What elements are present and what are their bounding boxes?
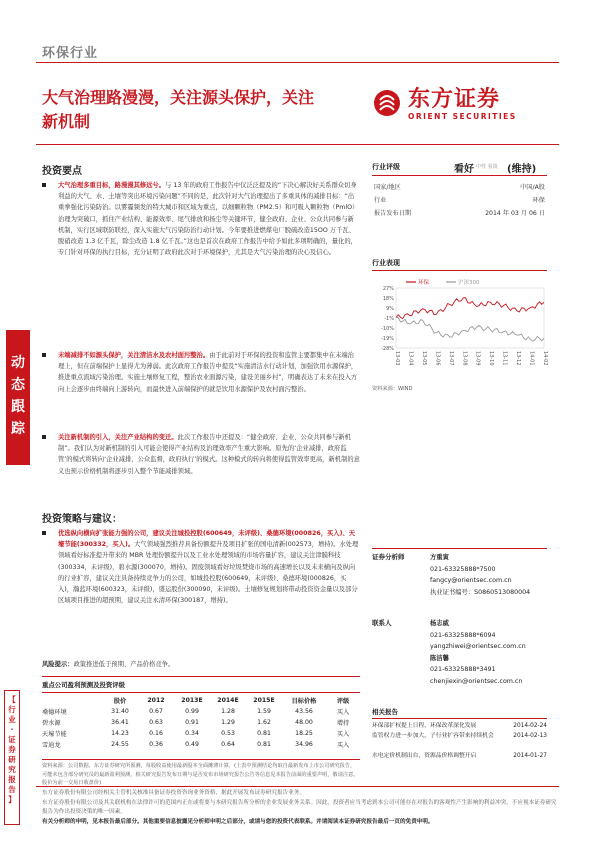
contact-2-phone: 021-63325888*3491: [430, 666, 496, 673]
table-cell: 14.23: [111, 730, 129, 737]
y-tick-label: -1%: [384, 316, 394, 322]
y-tick-label: 27%: [382, 286, 394, 292]
x-tick-label: 13-07: [447, 351, 454, 366]
legend-label-series-1: 环保: [418, 280, 430, 286]
table-header-cell: 目标价格: [291, 698, 317, 705]
x-tick-label: 13-06: [434, 351, 441, 366]
info-label: 行业: [374, 197, 387, 204]
risk-label: 风险提示：: [42, 661, 74, 668]
section-strategy: 投资策略与建议：: [42, 514, 122, 525]
logo-en-text: ORIENT SECURITIES: [408, 112, 517, 121]
contact-2-email[interactable]: chenjiexin@orientsec.com.cn: [430, 677, 523, 685]
logo-cn-text: 东方证券: [408, 87, 501, 112]
related-item-date: 2014-02-13: [513, 733, 547, 739]
series-line-2: [396, 318, 544, 342]
y-tick-label: -10%: [381, 326, 394, 332]
table-cell: 0.81: [257, 741, 271, 748]
rating-status: (维持): [507, 164, 537, 175]
bullet-3-lead: 关注新机制的引入，关注产业结构的变迁。: [58, 434, 178, 441]
table-cell: 0.16: [149, 730, 163, 737]
related-rule: [372, 718, 547, 719]
industry-label: 环保行业: [42, 46, 99, 61]
x-tick-label: 14-02: [542, 351, 548, 366]
table-cell: 0.34: [185, 730, 199, 737]
rating-rule: [372, 175, 547, 176]
report-category-text: 【 行 业 · 证 券 研 究 报 告 】: [8, 695, 16, 804]
related-item-title: 水电定价机制出台，资源品价格调整开启: [372, 753, 477, 759]
table-cell: 34.96: [295, 741, 313, 748]
table-header-cell: 评级: [336, 698, 350, 705]
table-cell: 0.64: [221, 741, 235, 748]
table-cell: 买入: [336, 709, 350, 716]
table-cell: 1.62: [257, 719, 271, 726]
logo-mark-icon: [372, 88, 402, 118]
table-header-cell: 2015E: [253, 697, 275, 704]
report-category-vertical: [4, 690, 20, 825]
table-row: [42, 728, 360, 739]
related-item-date: 2014-02-24: [513, 723, 547, 729]
analyst-email[interactable]: fangcy@orientsec.com.cn: [430, 577, 512, 584]
analyst-cert: 执业证书编号：S0860513080004: [430, 588, 531, 596]
contact-1-name: 杨志威: [430, 620, 449, 627]
x-tick-label: 13-12: [515, 351, 522, 366]
table-cell: 0.53: [221, 730, 235, 737]
chart-source: 资料来源：WIND: [372, 386, 413, 392]
table-cell: 0.36: [149, 741, 163, 748]
bullet-2-text: 由于此前对于环保的投资和监管主要都集中在末端治理上，但在前端保护上显得尤为薄弱。此次政府工作报告中提及“实施清洁水行动计划，加强饮用水源保护，推进重点流域污染治理。实施土壤修复工程，整治农业面源污染，建设美丽乡村”，明确表达了未来在投入方向上会逐步由终端向上游转向，而最快进入前端保护的就是饮用水源保护及农村面污整治。: [58, 352, 358, 393]
table-cell: 买入: [336, 742, 350, 749]
table-row: [42, 717, 360, 728]
table-cell: 24.55: [111, 741, 129, 748]
rating-row: [372, 162, 547, 175]
bullet-2-lead: 末端减排不如源头保护，关注清洁水及农村面污整治。: [58, 352, 210, 359]
company-logo: [372, 82, 562, 128]
footer: [42, 789, 557, 827]
risk-text: 政策推进低于预期、产品价格竞争。: [73, 661, 175, 668]
table-cell: 0.67: [149, 708, 163, 715]
y-tick-label: -28%: [381, 346, 394, 352]
table-cell: 0.99: [185, 708, 199, 715]
table-row: [42, 706, 360, 717]
table-cell: 0.49: [185, 741, 199, 748]
related-title: 相关报告: [372, 708, 398, 716]
perf-title: 行业表现: [372, 259, 400, 267]
related-item[interactable]: [372, 731, 547, 751]
related-item-date: 2014-01-27: [513, 753, 547, 759]
strategy-lead: 优选纵向横向扩张能力强的公司，建议关注城投控股(600649，未评级)、桑德环境(000826，买入)、天壕节能(300332，买入)。: [58, 530, 356, 549]
bullet-2: [42, 350, 360, 395]
table-top-rule: [42, 676, 360, 677]
related-item-title: 环保部扩权提上日程，环保改革深化发展: [372, 723, 477, 729]
report-type-tag-text: 动 态 跟 踪: [11, 355, 25, 437]
table-cell: 48.00: [295, 719, 313, 726]
bullet-1-lead: 大气治理多重目标，路漫漫其修远兮。: [58, 182, 166, 189]
table-title: 重点公司盈利预测及投资评级: [42, 681, 126, 689]
x-tick-label: 13-05: [420, 351, 427, 366]
table-header-cell: 2014E: [217, 697, 239, 704]
table-cell: 1.29: [221, 719, 235, 726]
table-cell: 31.40: [111, 708, 129, 715]
contact-2-name: 陈洁馨: [430, 654, 449, 662]
related-item[interactable]: [372, 751, 547, 761]
table-header-cell: [42, 695, 102, 706]
title-line-1: 大气治理路漫漫，关注源头保护，关注: [42, 88, 315, 107]
title-rule: [36, 144, 559, 145]
risk-line: [42, 659, 360, 670]
x-tick-label: 13-10: [488, 351, 495, 366]
analyst-phone: 021-63325888*7500: [430, 565, 496, 573]
table-cell: 碧水源: [42, 720, 61, 727]
forecast-table: [42, 695, 360, 750]
legend-label-series-2: 沪深300: [458, 280, 480, 286]
analyst-label: 证券分析师: [372, 553, 405, 561]
info-value: 环保: [532, 197, 545, 204]
info-label: 报告发布日期: [374, 210, 412, 217]
contact-1-phone: 021-63325888*6094: [430, 631, 496, 639]
rating-value: 看好: [454, 164, 474, 175]
chart-legend: [406, 278, 480, 286]
table-cell: 0.63: [149, 719, 163, 726]
table-title-rule: [42, 692, 360, 693]
y-tick-label: 18%: [382, 296, 394, 302]
table-cell: 买入: [336, 731, 350, 738]
title-line-2: 新机制: [42, 112, 91, 131]
x-tick-label: 13-03: [394, 351, 400, 366]
table-note: 资料来源：公司数据，东方证券研究所预测，每股收益使用最新股本全面摊薄计算，(上表中预测结论均取自最新发布上市公司研究报告，可能未包含部分研究员的最新盈利预测，相关研究报告发布日期与是否发布市场研究报告公告等信息见本报告前面的重要声明，敬请注意。股价为前一交易日收盘价): [42, 763, 359, 786]
footer-line-2: 东方证券股份有限公司及其关联机构在法律许可的范围内正在或将要与本研究报告所分析的企业发展业务关系。因此，投资者应当考虑到本公司可能存在对报告的客观性产生影响的利益冲突，不应视本证券研究报告为作出投资决策的唯一因素。: [42, 799, 557, 815]
header-rule: [36, 62, 559, 63]
strategy-text: 大气领域强烈推荐具备份额提升及项目扩张的国电清新(002573，增持)。水处理领域看好标准提升带来的 MBR 处理份额提升以及工业水处理领域的市场容量扩容，建议关注津膜科技(300334，未评级)，碧水源(300070，增持)。固废领域看好垃圾焚烧市场的高速增长以及未来横向及纵向的行业扩容，建议关注具备持续竞争力的公司，如城投控股(600649，未评级)、桑德环境(000826，买入)，瀚蓝环境(600323，未评级)，盛运股份(300090，未评级)。土壤修复规划将带动投资资金量以及部分区域项目推进的超预期，建议关注永清环保(300187，增持)。: [58, 541, 359, 605]
bullet-1: [42, 180, 360, 258]
table-bottom-rule: [42, 759, 360, 760]
bullet-dot: [42, 531, 46, 535]
report-type-tag: [6, 330, 30, 465]
info-table: [372, 179, 547, 220]
table-cell: 天壕节能: [42, 731, 67, 738]
table-cell: 1.28: [221, 708, 235, 715]
bullet-1-text: 与 13 年的政府工作报告中仅泛泛提及的“下决心解决好关系群众切身利益的大气、水、土壤等突出环境污染问题”不同的是，此次针对大气治理提出了多重具体的减排目标：“出重拳强化污染防治。以雾霾频发的特大城市和区域为重点，以细颗粒物（PM2.5）和可吸入颗粒物（PmlO）治理为突破口，抓住产业结构、能源效率、尾气排放和扬尘等关键环节，健全政府、企业、公众共同参与新机制，实行区域联防联控，深入实施大气污染防治行动计划。今年要推进燃煤电厂脱硫改造15OO 万千瓦、脱硝改造 1.3 亿千瓦，除尘改造 1.8 亿千瓦。”这也是首次在政府工作报告中给予如此多项明确的，量化的，专门针对环保的执行目标，充分证明了政府此次对于环境保护，尤其是大气污染治理的决心及信心。: [58, 182, 359, 257]
x-tick-label: 13-08: [461, 351, 468, 366]
table-cell: 增持: [336, 720, 350, 727]
footer-line-1: 东方证券股份有限公司经相关主管机关核准具备证券投资咨询业务资格，据此开展发布证券研究报告业务。: [42, 790, 305, 796]
contact-1-email[interactable]: yangzhiwei@orientsec.com.cn: [430, 643, 526, 650]
table-cell: 0.91: [185, 719, 199, 726]
table-header-cell: 股价: [113, 698, 127, 705]
bullet-3: [42, 432, 360, 477]
bullet-dot: [42, 435, 46, 439]
section-investment-points: 投资要点: [42, 166, 82, 177]
analyst-block: [430, 552, 560, 598]
analyst-rule: [372, 548, 547, 549]
table-header-row: [42, 695, 360, 706]
table-cell: 1.59: [257, 708, 271, 715]
rating-scale: 中性 看淡: [476, 164, 498, 170]
footer-line-3: 有关分析师的申明，见本报告最后部分。其他重要信息披露见分析师申明之后部分，或请与您的投资代表联系。并请阅读本证券研究报告最后一页的免责申明。: [42, 818, 434, 825]
y-tick-label: -19%: [381, 336, 394, 342]
contact-label: 联系人: [372, 619, 392, 627]
related-item[interactable]: [372, 721, 547, 731]
bullet-dot: [42, 353, 46, 357]
strategy-bullet: [42, 528, 360, 606]
table-cell: 雪迪龙: [42, 742, 61, 749]
series-line-1: [396, 298, 544, 319]
info-label: 国家/地区: [374, 184, 401, 191]
bullet-3-text: 此次工作报告中还提及：“健全政府、企业、公众共同参与新机制”。我们认为对新机制的引入可能会使得产业结构及治理效率产生重大影响。原先的‘企业减排，政府监管’的模式将转向‘企业减排，公众监督，政府执行’的模式。这种模式的转向将使得监管效率更高，新机制的意义也预示价格机制将逐步引入整个节能减排领域。: [58, 434, 360, 475]
footer-rule: [36, 786, 559, 787]
info-value: 2014 年 03 月 06 日: [485, 210, 545, 217]
table-header-cell: 2013E: [181, 697, 203, 704]
x-tick-label: 14-01: [528, 351, 535, 366]
table-cell: 0.81: [257, 730, 271, 737]
analyst-name: 方重寅: [430, 554, 449, 561]
table-row: [42, 739, 360, 750]
x-tick-label: 13-04: [407, 351, 414, 366]
table-header-cell: 2012: [147, 697, 165, 704]
contact-block: [430, 618, 560, 687]
related-list: [372, 721, 547, 761]
table-cell: 43.56: [295, 708, 313, 715]
table-cell: 18.25: [295, 730, 313, 737]
plot-area: [396, 288, 544, 348]
info-value: 中国/A股: [520, 184, 545, 191]
report-title: [42, 86, 372, 134]
x-tick-label: 13-11: [501, 351, 508, 366]
perf-rule: [372, 270, 547, 271]
related-item-title: 监管权力进一步加大，子行业扩容带来持续机会: [372, 733, 494, 739]
y-tick-label: 9%: [386, 306, 394, 312]
table-cell: 36.41: [111, 719, 129, 726]
industry-performance-chart: [372, 274, 550, 374]
bullet-dot: [42, 183, 46, 187]
table-cell: 桑德环境: [42, 709, 67, 716]
rating-label: 行业评级: [372, 163, 400, 171]
x-tick-label: 13-09: [474, 351, 481, 366]
